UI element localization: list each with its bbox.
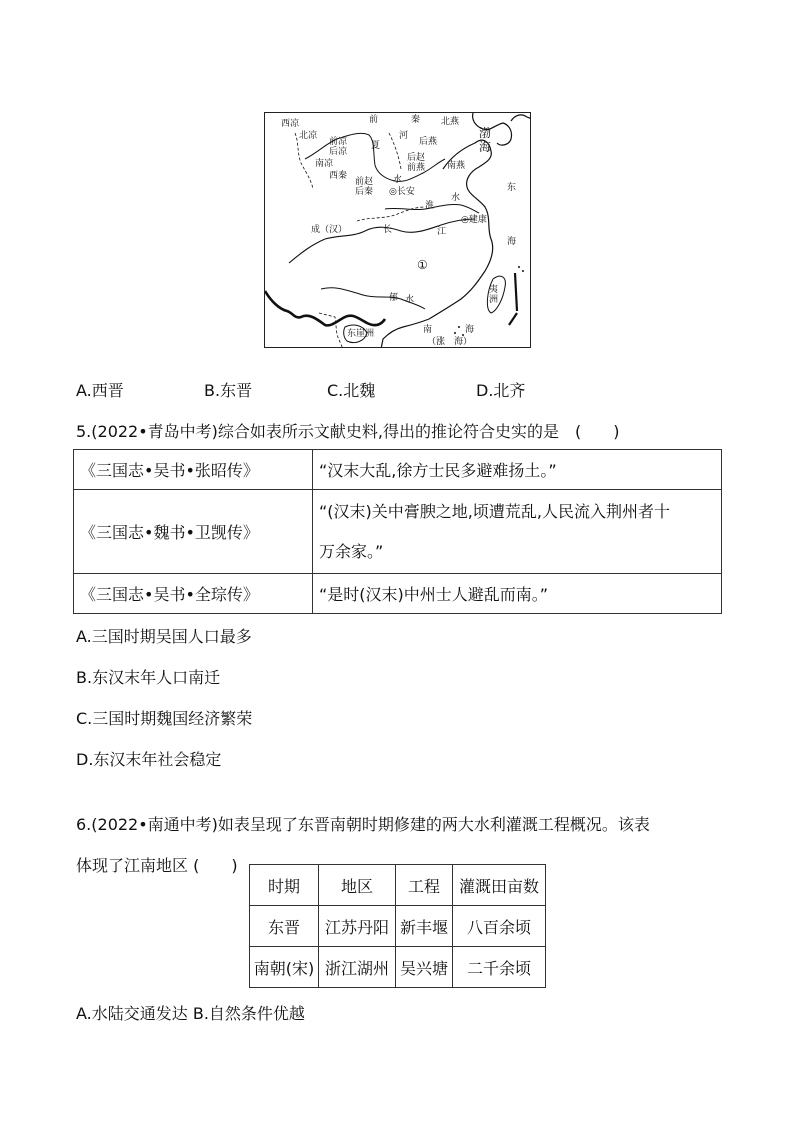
q4-option-a[interactable]: A.西晋 <box>76 381 124 400</box>
table-cell-quote: “汉末大乱,徐方士民多避难扬土。” <box>313 450 722 490</box>
island-dot <box>462 334 464 336</box>
map-outline <box>265 113 531 348</box>
historical-map <box>264 112 531 348</box>
island-dot <box>454 332 456 334</box>
q5-options <box>76 616 252 780</box>
q5-option-a[interactable]: A.三国时期吴国人口最多 <box>76 627 252 646</box>
table-cell-quote <box>313 490 722 574</box>
table-row <box>74 490 722 574</box>
q5-stem: 5.(2022•青岛中考)综合如表所示文献史料,得出的推论符合史实的是 ( ) <box>76 422 620 441</box>
map-label-yu: 郁 <box>389 293 399 303</box>
map-label-cheng-han: 成（汉） <box>311 225 348 235</box>
map-label-qianyan: 前燕 <box>407 163 426 173</box>
table-cell: 南朝(宋) <box>250 947 319 988</box>
q6-stem-line-1: 6.(2022•南通中考)如表呈现了东晋南朝时期修建的两大水利灌溉工程概况。该表 <box>76 815 650 834</box>
table-cell-source: 《三国志•吴书•全琮传》 <box>74 574 313 614</box>
map-label-dongzhouzhou: 东崖洲 <box>347 329 375 339</box>
island-dot <box>522 270 524 272</box>
map-label-circle-1: ① <box>417 258 428 272</box>
dashed-boundary-west <box>295 133 313 189</box>
table-cell: 新丰堰 <box>396 906 453 947</box>
map-label-houqin: 后秦 <box>355 187 374 197</box>
island-dot <box>458 326 460 328</box>
map-label-qin: 秦 <box>411 115 421 125</box>
q6-stem-line-2: 体现了江南地区 ( ) <box>76 856 238 875</box>
map-label-nanyan: 南燕 <box>447 161 466 171</box>
map-label-jiankang: ◎建康 <box>461 215 487 225</box>
q5-option-c[interactable]: C.三国时期魏国经济繁荣 <box>76 709 253 728</box>
table-cell: 二千余顷 <box>453 947 546 988</box>
map-label-shui-huai: 水 <box>451 193 461 203</box>
table-cell: 东晋 <box>250 906 319 947</box>
map-label-nanliang: 南凉 <box>315 159 334 169</box>
table-header-cell: 工程 <box>396 865 453 906</box>
map-label-yi: 夷 <box>489 285 499 295</box>
map-label-hai-bo: 海 <box>479 140 492 154</box>
q4-option-d[interactable]: D.北齐 <box>476 381 526 400</box>
map-label-xiqin: 西秦 <box>329 171 348 181</box>
island-chain-2 <box>509 313 517 325</box>
table-cell-source: 《三国志•吴书•张昭传》 <box>74 450 313 490</box>
map-label-bo: 渤 <box>479 126 492 140</box>
island-chain <box>515 273 517 311</box>
table-header-cell: 地区 <box>319 865 396 906</box>
table-header-row <box>250 865 546 906</box>
table-cell: 江苏丹阳 <box>319 906 396 947</box>
q6-irrigation-table <box>249 864 546 988</box>
table-row <box>74 450 722 490</box>
table-cell: 浙江湖州 <box>319 947 396 988</box>
q4-options <box>76 378 716 400</box>
map-label-beiliang: 北凉 <box>299 131 318 141</box>
map-label-zhanghai: （涨 海） <box>427 337 473 347</box>
island-dot <box>518 266 520 268</box>
q4-option-c[interactable]: C.北魏 <box>327 381 376 400</box>
map-label-huai: 淮 <box>425 201 435 211</box>
map-label-hai-south: 海 <box>465 325 475 335</box>
table-cell: 八百余顷 <box>453 906 546 947</box>
map-label-xia: 夏 <box>371 141 381 151</box>
table-header-cell: 时期 <box>250 865 319 906</box>
map-label-he: 河 <box>399 131 409 141</box>
map-label-houzhao: 后赵 <box>407 153 426 163</box>
q5-option-b[interactable]: B.东汉末年人口南迁 <box>76 668 221 687</box>
q5-source-table <box>73 449 722 614</box>
map-label-changan: ◎长安 <box>389 187 415 197</box>
map-label-qianzhao: 前赵 <box>355 177 374 187</box>
q6-options[interactable]: A.水陆交通发达 B.自然条件优越 <box>76 1004 305 1023</box>
quote-line: 万余家。” <box>319 541 384 561</box>
map-label-qianliang: 前凉 <box>329 137 348 147</box>
table-cell: 吴兴塘 <box>396 947 453 988</box>
map-label-qian: 前 <box>369 115 379 125</box>
dashed-boundary-south <box>319 313 343 348</box>
map-label-beiyan: 北燕 <box>441 117 460 127</box>
table-row <box>74 574 722 614</box>
map-label-chang: 长 <box>383 225 393 235</box>
map-label-dong: 东 <box>507 183 517 193</box>
table-header-cell: 灌溉田亩数 <box>453 865 546 906</box>
map-label-zhou: 洲 <box>489 295 499 305</box>
quote-line: “(汉末)关中膏腴之地,顷遭荒乱,人民流入荆州者十 <box>319 501 670 521</box>
q4-option-b[interactable]: B.东晋 <box>204 381 253 400</box>
map-label-shui-yu: 水 <box>405 295 415 305</box>
table-row <box>250 906 546 947</box>
table-row <box>250 947 546 988</box>
coastline <box>381 140 493 348</box>
map-label-jiang: 江 <box>437 227 447 237</box>
map-label-nan: 南 <box>423 325 433 335</box>
map-label-shui-huang: 水 <box>393 175 403 185</box>
q5-option-d[interactable]: D.东汉末年社会稳定 <box>76 750 222 769</box>
table-cell-quote: “是时(汉末)中州士人避乱而南。” <box>313 574 722 614</box>
map-label-hai-east: 海 <box>507 237 517 247</box>
table-cell-source: 《三国志•魏书•卫觊传》 <box>74 490 313 574</box>
map-label-xiliang: 西凉 <box>281 119 300 129</box>
map-label-houliang: 后凉 <box>329 147 348 157</box>
map-label-houyan: 后燕 <box>419 137 438 147</box>
korea-coast <box>511 115 531 121</box>
